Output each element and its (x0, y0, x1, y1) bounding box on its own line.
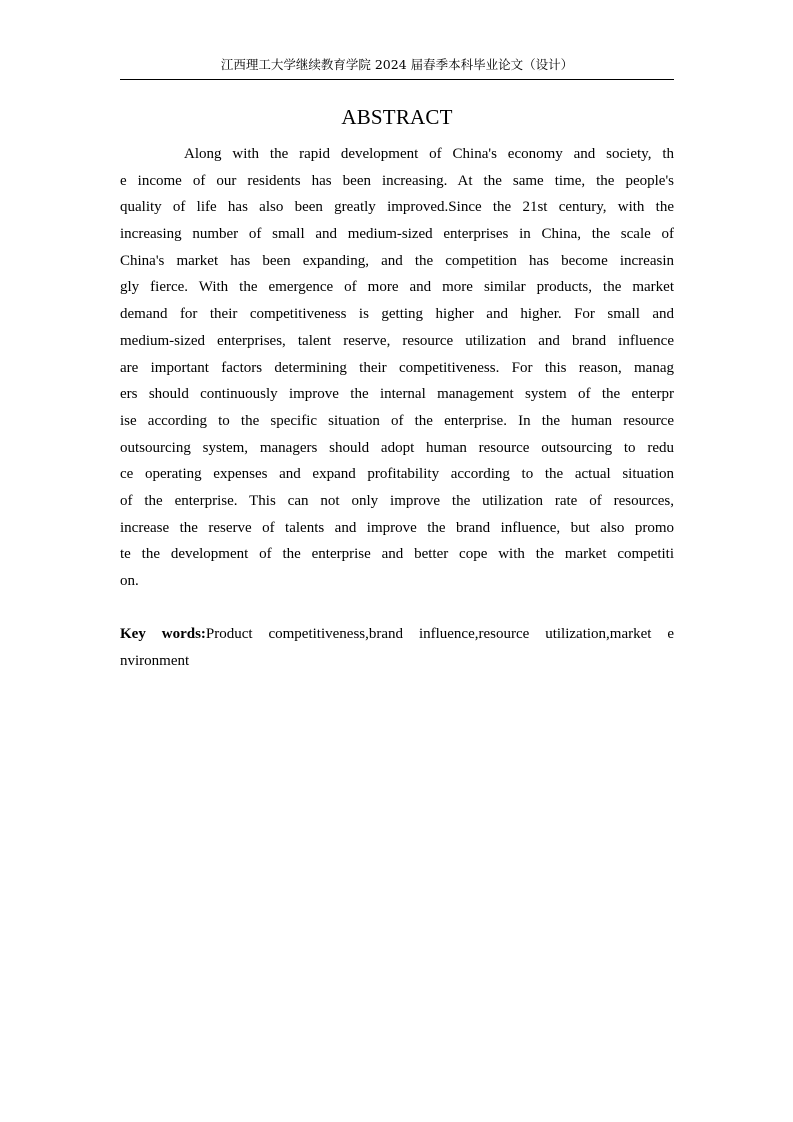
keywords-section (120, 621, 674, 675)
page-header: 江西理工大学继续教育学院 2024 届春季本科毕业论文（设计） (220, 57, 574, 72)
abstract-line: of the enterprise. This can not only improve the utilization rate of resources, (120, 492, 674, 509)
abstract-line: increasing number of small and medium-sized enterprises in China, the scale of (120, 226, 674, 243)
header-divider (120, 79, 674, 80)
keywords-line (120, 621, 674, 648)
keywords-text: Product competitiveness,brand influence,resource utilization,market e (205, 626, 674, 642)
abstract-line: ers should continuously improve the internal management system of the enterpr (120, 386, 674, 403)
abstract-line: medium-sized enterprises, talent reserve, resource utilization and brand influence (120, 332, 674, 349)
abstract-line: Along with the rapid development of China's economy and society, th (184, 146, 674, 162)
abstract-body (120, 141, 674, 595)
keywords-line-continued: nvironment (120, 653, 190, 669)
abstract-line: increase the reserve of talents and improve the brand influence, but also promo (120, 519, 674, 536)
keywords-label: Key words: (120, 626, 206, 642)
abstract-line: e income of our residents has been increasing. At the same time, the people's (120, 172, 674, 189)
abstract-line: quality of life has also been greatly improved.Since the 21st century, with the (120, 199, 674, 216)
abstract-title: ABSTRACT (341, 105, 453, 129)
abstract-line: on. (120, 573, 139, 589)
abstract-line: ce operating expenses and expand profitability according to the actual situation (120, 466, 674, 483)
abstract-line: China's market has been expanding, and the competition has become increasin (120, 252, 674, 269)
abstract-line: gly fierce. With the emergence of more and more similar products, the market (120, 279, 674, 296)
abstract-line: ise according to the specific situation of the enterprise. In the human resource (120, 412, 674, 429)
abstract-line: te the development of the enterprise and better cope with the market competiti (120, 546, 674, 563)
abstract-line: are important factors determining their competitiveness. For this reason, manag (120, 359, 674, 376)
abstract-line: demand for their competitiveness is getting higher and higher. For small and (120, 306, 674, 323)
abstract-line: outsourcing system, managers should adopt human resource outsourcing to redu (120, 439, 674, 456)
